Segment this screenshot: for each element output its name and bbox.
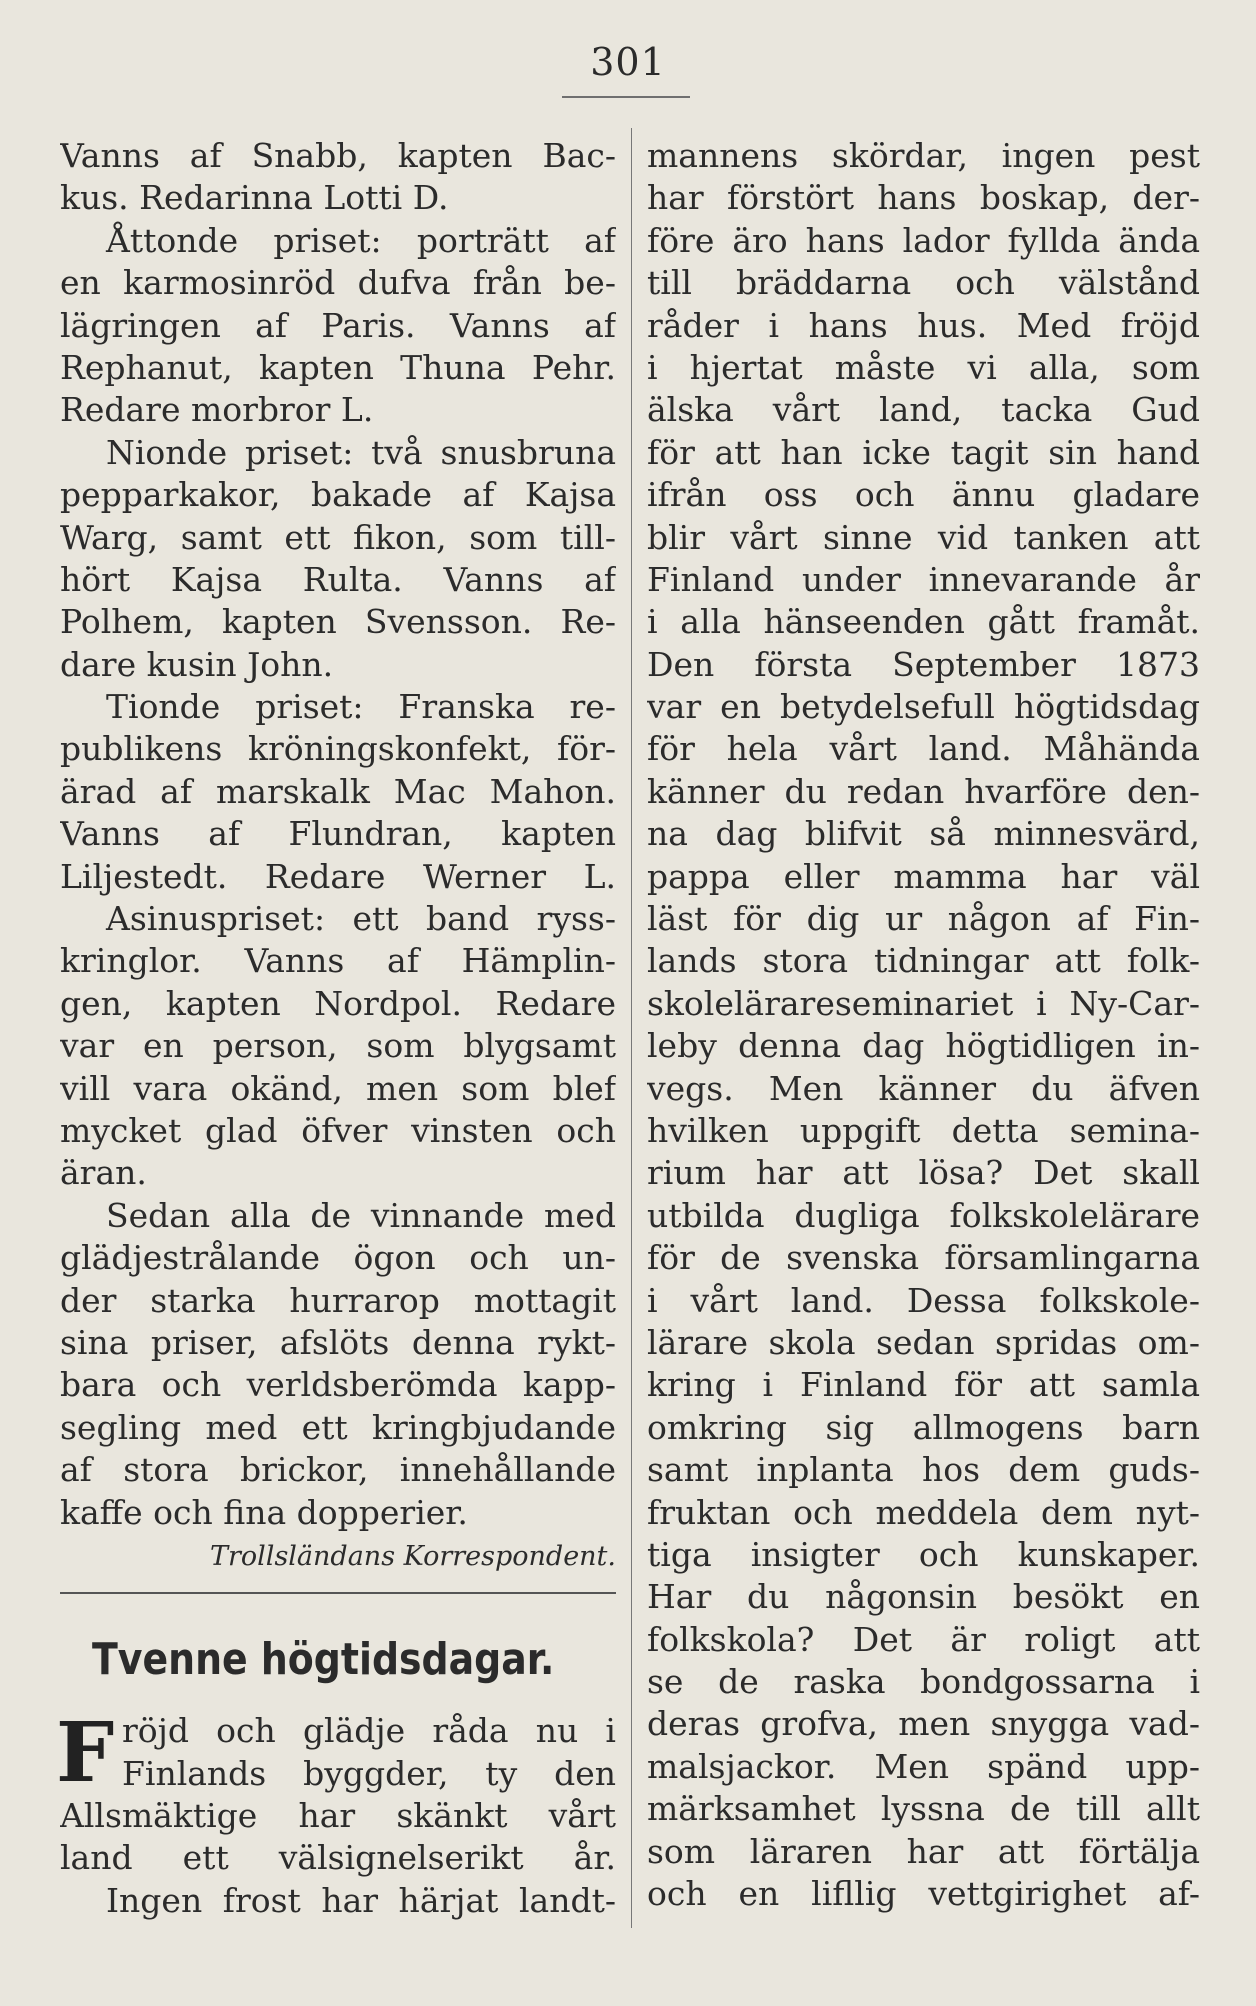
text-line: Allsmäktige har skänkt vårt: [60, 1796, 616, 1836]
text-line: mannens skördar, ingen pest: [647, 136, 1200, 175]
text-line: leby denna dag högtidligen in-: [647, 1026, 1200, 1066]
left-column: [56, 135, 616, 1922]
text-line: Warg, samt ett fikon, som till-: [60, 517, 616, 557]
signature: Trollsländans Korrespondent.: [210, 1540, 616, 1572]
text-line: vegs. Men känner du äfven: [647, 1068, 1200, 1108]
right-column: [647, 135, 1200, 1915]
text-line: vill vara okänd, men som blef: [60, 1068, 616, 1108]
text-line: Nionde priset: två snusbruna: [106, 432, 616, 472]
text-line: hvilken uppgift detta semina-: [647, 1110, 1200, 1150]
text-line: Sedan alla de vinnande med: [106, 1195, 616, 1235]
text-line: der starka hurrarop mottagit: [60, 1280, 616, 1320]
text-line: som läraren har att förtälja: [647, 1831, 1200, 1871]
text-line: deras grofva, men snygga vad-: [647, 1704, 1200, 1744]
text-line: märksamhet lyssna de till allt: [647, 1789, 1200, 1829]
text-line: se de raska bondgossarna i: [647, 1662, 1200, 1702]
text-line: har förstört hans boskap, der-: [647, 178, 1200, 218]
text-line: Rephanut, kapten Thuna Pehr.: [60, 347, 616, 387]
text-line: Den första September 1873: [647, 644, 1200, 684]
text-line: före äro hans lador fyllda ända: [647, 220, 1200, 260]
text-line: dare kusin John.: [60, 644, 334, 684]
text-line: var en betydelsefull högtidsdag: [647, 687, 1200, 727]
text-line: bara och verldsberömda kapp-: [60, 1365, 616, 1405]
text-line: Har du någonsin besökt en: [647, 1577, 1200, 1617]
text-line: pepparkakor, bakade af Kajsa: [60, 475, 616, 515]
text-line: sina priser, afslöts denna rykt-: [60, 1322, 616, 1362]
text-line: lägringen af Paris. Vanns af: [60, 305, 616, 345]
text-line: kring i Finland för att samla: [647, 1365, 1200, 1405]
text-line: för de svenska församlingarna: [647, 1238, 1200, 1278]
text-line: läst för dig ur någon af Fin-: [647, 899, 1200, 939]
page-number: 301: [590, 40, 666, 84]
article-body: [56, 1705, 616, 1922]
text-line: samt inplanta hos dem guds-: [647, 1450, 1200, 1490]
text-line: råder i hans hus. Med fröjd: [647, 305, 1200, 345]
text-line: känner du redan hvarföre den-: [647, 771, 1200, 811]
text-line: äran.: [60, 1153, 147, 1193]
text-line: blir vårt sinne vid tanken att: [647, 517, 1200, 557]
text-line: af stora brickor, innehållande: [60, 1450, 616, 1490]
text-line: malsjackor. Men spänd upp-: [647, 1746, 1200, 1786]
text-line: till bräddarna och välstånd: [647, 263, 1200, 303]
text-line: publikens kröningskonfekt, för-: [60, 729, 616, 769]
text-line: kus. Redarinna Lotti D.: [60, 178, 449, 218]
article-headline: Tvenne högtidsdagar.: [92, 1634, 555, 1686]
page-number-rule: [562, 96, 690, 98]
text-line: fruktan och meddela dem nyt-: [647, 1492, 1200, 1532]
text-line: lands stora tidningar att folk-: [647, 941, 1200, 981]
text-line: i hjertat måste vi alla, som: [647, 347, 1200, 387]
text-line: Asinuspriset: ett band ryss-: [106, 899, 616, 939]
text-line: lärare skola sedan spridas om-: [647, 1322, 1200, 1362]
text-line: Vanns af Flundran, kapten: [60, 814, 616, 854]
drop-cap: F: [56, 1705, 115, 1802]
text-line: Ingen frost har härjat landt-: [106, 1880, 616, 1920]
text-line: Polhem, kapten Svensson. Re-: [60, 602, 616, 642]
text-line: röjd och glädje råda nu i: [122, 1711, 616, 1751]
text-line: ärad af marskalk Mac Mahon.: [60, 771, 616, 811]
text-line: pappa eller mamma har väl: [647, 856, 1200, 896]
text-line: glädjestrålande ögon och un-: [60, 1238, 616, 1278]
text-line: land ett välsignelserikt år.: [60, 1838, 616, 1878]
section-separator: [60, 1592, 616, 1594]
text-line: Finland under innevarande år: [647, 559, 1200, 599]
article-text: [60, 1710, 616, 1922]
text-line: i alla hänseenden gått framåt.: [647, 602, 1200, 642]
text-line: mycket glad öfver vinsten och: [60, 1110, 616, 1150]
text-line: för hela vårt land. Måhända: [647, 729, 1200, 769]
text-line: skolelärareseminariet i Ny-Car-: [647, 983, 1200, 1023]
text-line: tiga insigter och kunskaper.: [647, 1534, 1200, 1574]
text-line: gen, kapten Nordpol. Redare: [60, 983, 616, 1023]
text-line: Vanns af Snabb, kapten Bac-: [60, 136, 616, 175]
text-line: Liljestedt. Redare Werner L.: [60, 856, 616, 896]
text-line: folkskola? Det är roligt att: [647, 1619, 1200, 1659]
text-line: kringlor. Vanns af Hämplin-: [60, 941, 616, 981]
text-line: Finlands byggder, ty den: [122, 1753, 616, 1793]
right-column-text: [647, 135, 1200, 1915]
text-line: utbilda dugliga folkskolelärare: [647, 1195, 1200, 1235]
column-divider: [631, 128, 632, 1928]
text-line: hört Kajsa Rulta. Vanns af: [60, 559, 616, 599]
text-line: omkring sig allmogens barn: [647, 1407, 1200, 1447]
text-line: var en person, som blygsamt: [60, 1026, 616, 1066]
text-line: Tionde priset: Franska re-: [106, 687, 616, 727]
text-line: i vårt land. Dessa folkskole-: [647, 1280, 1200, 1320]
text-line: Redare morbror L.: [60, 390, 374, 430]
text-line: och en lifllig vettgirighet af-: [647, 1874, 1200, 1914]
left-column-text: [60, 135, 616, 1534]
text-line: för att han icke tagit sin hand: [647, 432, 1200, 472]
text-line: älska vårt land, tacka Gud: [647, 390, 1200, 430]
text-line: na dag blifvit så minnesvärd,: [647, 814, 1200, 854]
text-line: en karmosinröd dufva från be-: [60, 263, 616, 303]
text-line: rium har att lösa? Det skall: [647, 1153, 1200, 1193]
text-line: kaffe och fina dopperier.: [60, 1492, 468, 1532]
text-line: segling med ett kringbjudande: [60, 1407, 616, 1447]
text-line: ifrån oss och ännu gladare: [647, 475, 1200, 515]
text-line: Åttonde priset: porträtt af: [106, 220, 616, 260]
